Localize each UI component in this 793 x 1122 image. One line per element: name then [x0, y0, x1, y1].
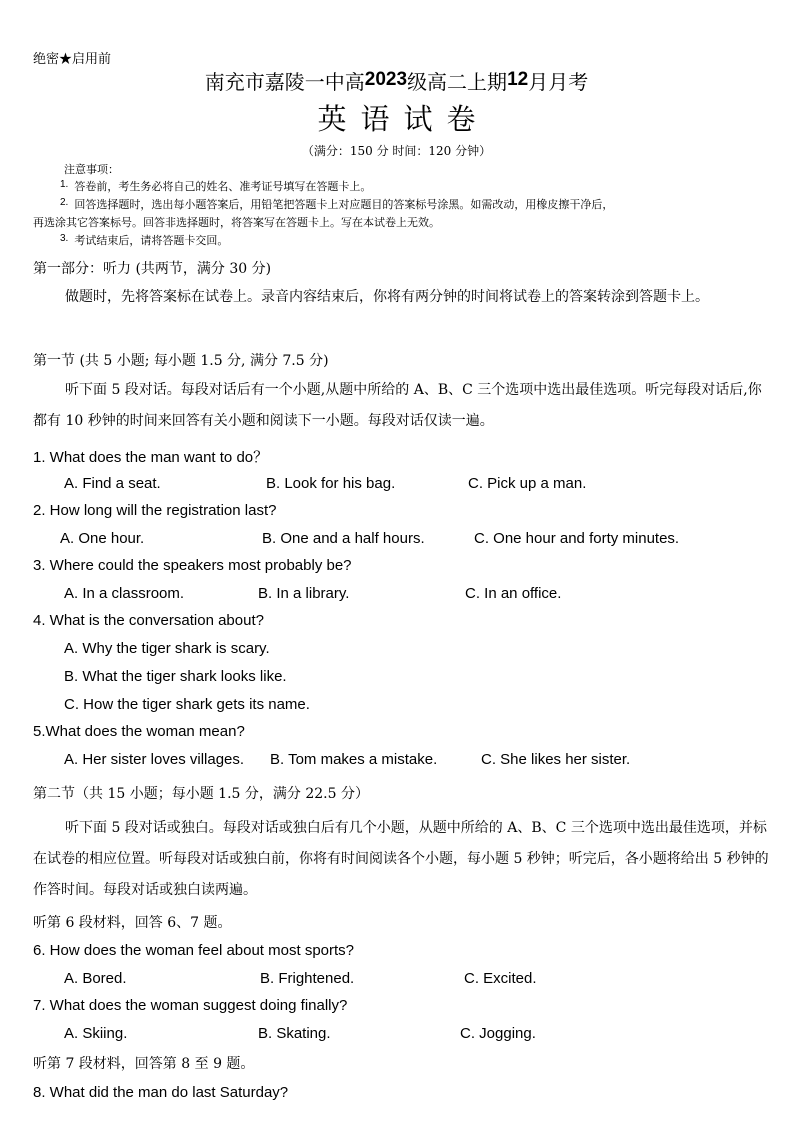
- q6-option-a: A. Bored.: [64, 970, 127, 987]
- section2-instruction: 听下面 5 段对话或独白。每段对话或独白后有几个小题，从题中所给的 A、B、C 三个选项中选出最佳选项，并标在试卷的相应位置。听每段对话或独白前，你将有时间阅读各个小题，每小题 5 秒钟；听完后，各小题将给出 5 秒钟的作答时间。每段对话或独白读两遍。: [33, 820, 769, 898]
- q4-option-a: A. Why the tiger shark is scary.: [64, 640, 270, 657]
- note-1: 1. 答卷前，考生务必将自己的姓名、准考证号填写在答题卡上。: [60, 179, 372, 193]
- q1-option-c: C. Pick up a man.: [468, 475, 587, 492]
- note-2-continued: 再选涂其它答案标号。回答非选择题时，将答案写在答题卡上。写在本试卷上无效。: [33, 216, 440, 229]
- material-6-heading: 听第 6 段材料，回答 6、7 题。: [33, 915, 232, 931]
- subject-title: 英语试卷: [317, 102, 490, 136]
- title-prefix: 南充市嘉陵一中高: [204, 70, 365, 94]
- material-7-heading: 听第 7 段材料，回答第 8 至 9 题。: [33, 1056, 255, 1072]
- title-suffix: 月月考: [528, 70, 589, 94]
- q3-option-b: B. In a library.: [258, 585, 350, 602]
- q5-option-b: B. Tom makes a mistake.: [270, 751, 438, 768]
- question-7: 7. What does the woman suggest doing finally?: [33, 997, 348, 1014]
- question-3: 3. Where could the speakers most probably be?: [33, 557, 352, 574]
- section1-title: 第一节 (共 5 小题; 每小题 1.5 分, 满分 7.5 分): [33, 353, 329, 369]
- q5-option-c: C. She likes her sister.: [481, 751, 631, 768]
- q2-option-c: C. One hour and forty minutes.: [474, 530, 680, 547]
- q4-option-b: B. What the tiger shark looks like.: [64, 668, 287, 685]
- q2-option-b: B. One and a half hours.: [262, 530, 425, 547]
- title-month: 12: [507, 69, 529, 90]
- confidential-mark: 绝密★启用前: [33, 52, 112, 67]
- question-8: 8. What did the man do last Saturday?: [33, 1084, 289, 1101]
- question-6: 6. How does the woman feel about most sports?: [33, 942, 355, 959]
- q3-option-c: C. In an office.: [465, 585, 562, 602]
- question-2: 2. How long will the registration last?: [33, 502, 277, 519]
- q1-option-a: A. Find a seat.: [64, 475, 161, 492]
- section1-instruction: 听下面 5 段对话。每段对话后有一个小题,从题中所给的 A、B、C 三个选项中选出最佳选项。听完每段对话后,你都有 10 秒钟的时间来回答有关小题和阅读下一小题。每段对话仅读一遍。: [33, 382, 762, 429]
- q4-option-c: C. How the tiger shark gets its name.: [64, 696, 310, 713]
- q6-option-c: C. Excited.: [464, 970, 537, 987]
- note-2: 2. 回答选择题时，选出每小题答案后，用铅笔把答题卡上对应题目的答案标号涂黑。如需改动，用橡皮擦干净后，: [60, 197, 614, 211]
- note-3: 3. 考试结束后，请将答题卡交回。: [60, 233, 229, 247]
- q5-option-a: A. Her sister loves villages.: [64, 751, 245, 768]
- part1-instruction: 做题时，先将答案标在试卷上。录音内容结束后，你将有两分钟的时间将试卷上的答案转涂到答题卡上。: [65, 289, 709, 305]
- title-year: 2023: [364, 69, 408, 90]
- notes-heading: 注意事项：: [64, 163, 119, 176]
- q7-option-c: C. Jogging.: [460, 1025, 536, 1042]
- q2-option-a: A. One hour.: [60, 530, 145, 547]
- score-info: （满分：150 分 时间：120 分钟）: [301, 144, 492, 158]
- q7-option-a: A. Skiing.: [64, 1025, 128, 1042]
- q1-option-b: B. Look for his bag.: [266, 475, 396, 492]
- title-middle: 级高二上期: [407, 70, 508, 94]
- q7-option-b: B. Skating.: [258, 1025, 331, 1042]
- section2-title: 第二节（共 15 小题；每小题 1.5 分，满分 22.5 分）: [33, 786, 369, 802]
- q3-option-a: A. In a classroom.: [64, 585, 185, 602]
- exam-title: [0, 66, 793, 95]
- question-5: 5.What does the woman mean?: [33, 723, 245, 740]
- question-1: 1. What does the man want to do？: [33, 449, 269, 466]
- q6-option-b: B. Frightened.: [260, 970, 355, 987]
- question-4: 4. What is the conversation about?: [33, 612, 264, 629]
- part1-title: 第一部分：听力 (共两节，满分 30 分): [33, 261, 272, 277]
